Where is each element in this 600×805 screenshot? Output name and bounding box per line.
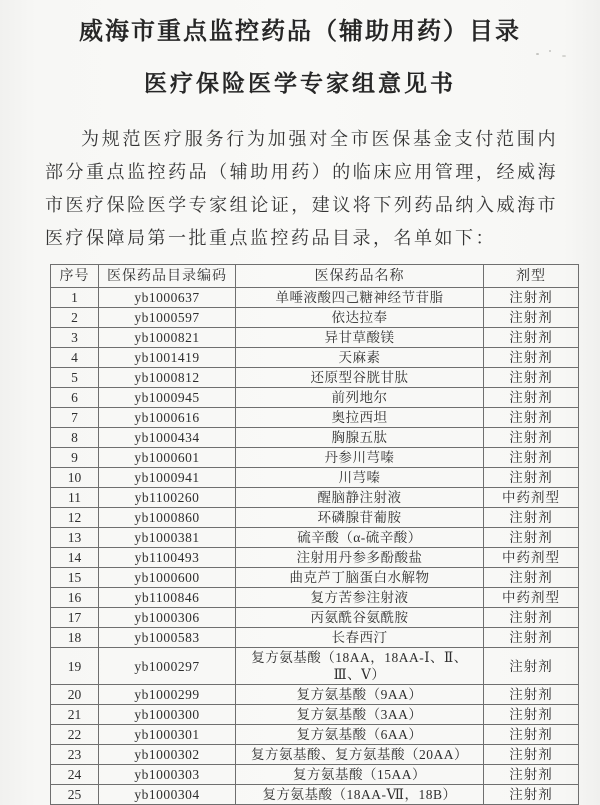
cell-name: 注射用丹参多酚酸盐 [236,548,484,568]
drug-table [50,264,579,805]
table-row [51,448,579,468]
cell-form: 注射剂 [484,448,579,468]
cell-name: 还原型谷胱甘肽 [236,368,484,388]
table-row [51,408,579,428]
cell-seq: 20 [51,685,99,705]
cell-seq: 19 [51,648,99,685]
cell-form: 注射剂 [484,705,579,725]
cell-form: 注射剂 [484,308,579,328]
cell-form: 注射剂 [484,368,579,388]
table-row [51,745,579,765]
cell-seq: 12 [51,508,99,528]
cell-form: 注射剂 [484,745,579,765]
cell-name: 长春西汀 [236,628,484,648]
cell-form: 中药剂型 [484,588,579,608]
cell-seq: 24 [51,765,99,785]
cell-form: 注射剂 [484,765,579,785]
doc-title-line1: 威海市重点监控药品（辅助用药）目录 [79,19,521,45]
cell-name: 奥拉西坦 [236,408,484,428]
table-row [51,288,579,308]
cell-code: yb1000302 [99,745,236,765]
cell-seq: 8 [51,428,99,448]
cell-name: 复方苦参注射液 [236,588,484,608]
table-row [51,725,579,745]
cell-form: 注射剂 [484,628,579,648]
cell-name: 复方氨基酸（3AA） [236,705,484,725]
cell-seq: 25 [51,785,99,805]
cell-code: yb1000597 [99,308,236,328]
cell-code: yb1000301 [99,725,236,745]
cell-code: yb1000299 [99,685,236,705]
cell-name: 异甘草酸镁 [236,328,484,348]
cell-name: 复方氨基酸、复方氨基酸（20AA） [236,745,484,765]
col-header-name: 医保药品名称 [236,265,484,288]
table-row [51,308,579,328]
table-row [51,328,579,348]
col-header-form: 剂型 [484,265,579,288]
cell-form: 注射剂 [484,568,579,588]
drug-table-body [51,288,579,805]
cell-code: yb1000434 [99,428,236,448]
cell-seq: 23 [51,745,99,765]
cell-seq: 17 [51,608,99,628]
cell-seq: 16 [51,588,99,608]
cell-name: 复方氨基酸（6AA） [236,725,484,745]
cell-form: 注射剂 [484,288,579,308]
table-row [51,528,579,548]
cell-name: 复方氨基酸（15AA） [236,765,484,785]
cell-code: yb1000860 [99,508,236,528]
cell-code: yb1100846 [99,588,236,608]
cell-name: 硫辛酸（α-硫辛酸） [236,528,484,548]
cell-code: yb1000297 [99,648,236,685]
cell-form: 注射剂 [484,428,579,448]
scan-speck-icon [536,53,539,55]
cell-seq: 1 [51,288,99,308]
table-row [51,388,579,408]
cell-form: 注射剂 [484,648,579,685]
cell-code: yb1000637 [99,288,236,308]
table-row [51,648,579,685]
cell-form: 注射剂 [484,408,579,428]
cell-code: yb1000300 [99,705,236,725]
cell-code: yb1000821 [99,328,236,348]
cell-code: yb1000941 [99,468,236,488]
cell-seq: 5 [51,368,99,388]
table-row [51,685,579,705]
cell-code: yb1000945 [99,388,236,408]
col-header-seq: 序号 [51,265,99,288]
table-row [51,568,579,588]
table-header-row [51,265,579,288]
cell-seq: 10 [51,468,99,488]
cell-code: yb1100260 [99,488,236,508]
table-row [51,548,579,568]
cell-form: 注射剂 [484,328,579,348]
cell-seq: 21 [51,705,99,725]
cell-name: 丹参川芎嗪 [236,448,484,468]
cell-name: 丙氨酰谷氨酰胺 [236,608,484,628]
table-row [51,588,579,608]
cell-code: yb1000812 [99,368,236,388]
cell-code: yb1100493 [99,548,236,568]
table-row [51,765,579,785]
cell-form: 注射剂 [484,388,579,408]
scan-speck-icon [549,50,551,52]
cell-name: 复方氨基酸（18AA，18AA-Ⅰ、Ⅱ、Ⅲ、Ⅴ） [236,648,484,685]
table-row [51,368,579,388]
cell-seq: 13 [51,528,99,548]
table-row [51,468,579,488]
cell-seq: 2 [51,308,99,328]
cell-name: 单唾液酸四己糖神经节苷脂 [236,288,484,308]
cell-seq: 14 [51,548,99,568]
cell-form: 注射剂 [484,508,579,528]
cell-form: 注射剂 [484,468,579,488]
cell-seq: 15 [51,568,99,588]
cell-seq: 3 [51,328,99,348]
intro-paragraph: 为规范医疗服务行为加强对全市医保基金支付范围内部分重点监控药品（辅助用药）的临床应用管理，经威海市医疗保险医学专家组论证，建议将下列药品纳入威海市医疗保障局第一批重点监控药品目录，名单如下： [45,129,558,248]
cell-code: yb1000303 [99,765,236,785]
doc-title-line2: 医疗保险医学专家组意见书 [144,71,456,96]
table-row [51,705,579,725]
cell-code: yb1000600 [99,568,236,588]
cell-code: yb1000601 [99,448,236,468]
cell-form: 注射剂 [484,528,579,548]
cell-code: yb1000616 [99,408,236,428]
cell-seq: 7 [51,408,99,428]
cell-name: 醒脑静注射液 [236,488,484,508]
cell-seq: 4 [51,348,99,368]
cell-code: yb1000381 [99,528,236,548]
cell-name: 川芎嗪 [236,468,484,488]
cell-seq: 6 [51,388,99,408]
cell-name: 前列地尔 [236,388,484,408]
cell-seq: 18 [51,628,99,648]
cell-form: 注射剂 [484,608,579,628]
scan-speck-icon [562,55,566,57]
cell-name: 依达拉奉 [236,308,484,328]
cell-form: 注射剂 [484,785,579,805]
table-row [51,428,579,448]
cell-seq: 22 [51,725,99,745]
cell-code: yb1000304 [99,785,236,805]
cell-code: yb1000306 [99,608,236,628]
cell-name: 天麻素 [236,348,484,368]
cell-seq: 11 [51,488,99,508]
cell-name: 曲克芦丁脑蛋白水解物 [236,568,484,588]
cell-name: 复方氨基酸（9AA） [236,685,484,705]
table-row [51,785,579,805]
cell-form: 注射剂 [484,725,579,745]
table-row [51,608,579,628]
col-header-code: 医保药品目录编码 [99,265,236,288]
cell-code: yb1000583 [99,628,236,648]
cell-name: 复方氨基酸（18AA-Ⅶ，18B） [236,785,484,805]
cell-name: 胸腺五肽 [236,428,484,448]
cell-form: 注射剂 [484,685,579,705]
table-row [51,628,579,648]
cell-form: 中药剂型 [484,488,579,508]
table-row [51,348,579,368]
cell-form: 注射剂 [484,348,579,368]
table-row [51,508,579,528]
cell-name: 环磷腺苷葡胺 [236,508,484,528]
table-row [51,488,579,508]
cell-form: 中药剂型 [484,548,579,568]
cell-code: yb1001419 [99,348,236,368]
cell-seq: 9 [51,448,99,468]
